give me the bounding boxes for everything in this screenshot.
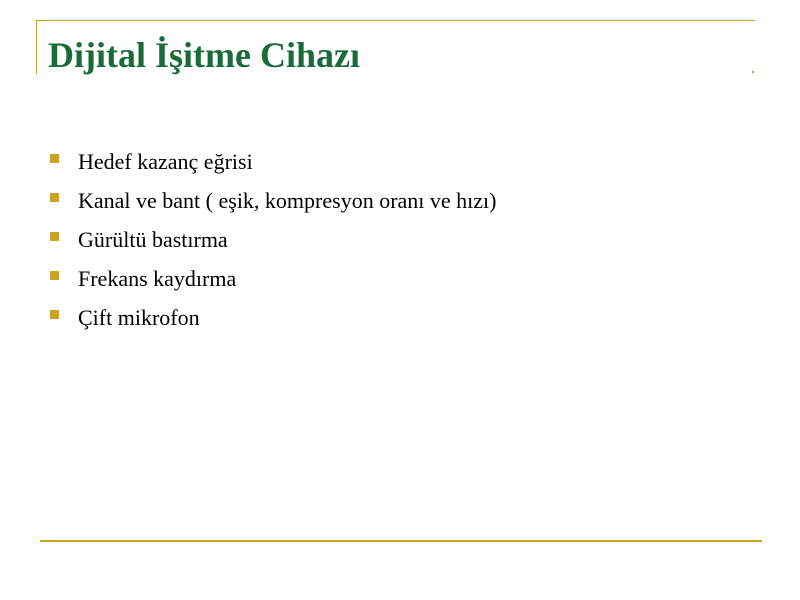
- corner-dot: [752, 71, 754, 73]
- footer-rule: [40, 540, 762, 542]
- title-top-rule: [36, 20, 755, 21]
- square-bullet-icon: [50, 154, 59, 163]
- bullet-text: Hedef kazanç eğrisi: [78, 149, 253, 174]
- square-bullet-icon: [50, 271, 59, 280]
- bullet-text: Frekans kaydırma: [78, 266, 237, 291]
- bullet-text: Kanal ve bant ( eşik, kompresyon oranı ve hızı): [78, 188, 497, 213]
- bullet-text: Gürültü bastırma: [78, 227, 228, 252]
- square-bullet-icon: [50, 310, 59, 319]
- title-left-rule: [36, 20, 37, 74]
- square-bullet-icon: [50, 193, 59, 202]
- square-bullet-icon: [50, 232, 59, 241]
- bullet-text: Çift mikrofon: [78, 305, 200, 330]
- slide-title: Dijital İşitme Cihazı: [48, 35, 360, 75]
